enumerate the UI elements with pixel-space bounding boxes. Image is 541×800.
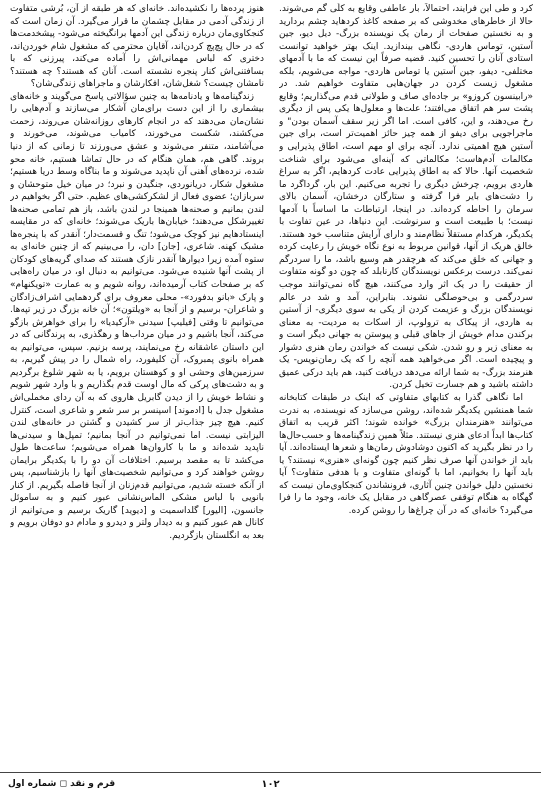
page-footer [0, 772, 541, 797]
paragraph: کرد و طی این فرایند، احتمالاً، بار عاطفی وقایع به کلّی گم می‌شوند. حالا از خاطرهای مخدوشی که بر صفحه کاغذ کردهاید چشم بردارید و به نخستین صفحات از رمان یک نویسنده بزرگ- دیل دیو، جین آستین، توماس هاردی- نگاهی بیندازید. اینک بهتر خواهید توانست استادی آنان را تحسین کنید. قضیه صرفاً این نیست که ما با آدمهای مختلفی- دیفو، جین آستین یا توماس هاردی- مواجه می‌شویم، بلکه مشغول زیست کردن در جهان‌هایی متفاوت خواهیم شد. در «رابینسون کروزو» بر جاده‌ای صاف و طولانی قدم می‌گذاریم؛ وقایع پشت سر هم اتفاق می‌افتند؛ علت‌ها و معلول‌ها یکی پس از دیگری رخ می‌دهند، و این، کافی است. اما اگر زیر سقف آسمان بودن" و ماجراجویی برای دیفو از همه چیز حائز اهمیت‌تر است، برای جین آستین هیچ اهمیتی ندارد. آنچه برای او مهم است، اطاق پذیرایی و مکالمات آدم‌هاست؛ مکالماتی که آینه‌ای می‌شود برای شناخت شخصیت آنها. حالا که به اطاق پذیرایی عادت کردهایم، اگر به سراغ هاردی برویم، چرخش دیگری را تجربه می‌کنیم. این بار، گرداگرد ما را دشت‌های بایر فرا گرفته و ستارگان درخشان، آسمان بالای سرمان را احاطه کرده‌اند. در اینجا، ارتباطات ما اساساً با آدمها نیست؛ با طبیعت است و سرنوشت. این دنیاها، در عین تفاوت با یکدیگر، هرکدام مستقلاً نظام‌مند و دارای آرایش متناسب خود هستند. خالق هریک از آنها، قوانین مربوط به نوع نگاه خویش را رعایت کرده و جهانی که خلق می‌کند که هرچقدر هم وسیع باشد، ما را سردرگم نمی‌کند. درست برعکس نویسندگان کارنابلد که چون دو گونه متفاوت از حقیقت را در یک اثر وارد می‌کنند، هیچ گاه نمی‌توانند موجب سردرگمی و بی‌حوصلگی نشوند. بنابراین، آمد و شد در عالم نویسندگان بزرگ و عزیمت کردن از یکی به سوی دیگری- از آستین به هاردی، از پیکاک به ترولوپ، از اسکات به مردیت- به معنای برکندن مدام خویش از جاهای قبلی و پیوستن به جهانی دیگر است و به معنای زیر و رو شدن. شکی نیست که خواندن رمان هنری دشوار و پیچیده است. اگر می‌خواهید همه آنچه را که یک رمان‌نویس- یک هنرمند بزرگ- به شما ارائه می‌دهد دریافت کنید، هم باید درکی عمیق داشته باشید و هم جسارت تخیل کردن. [279, 4, 533, 391]
page-number: ۱۰۲ [261, 779, 280, 790]
paragraph: هنوز پرده‌ها را نکشیده‌اند. خانه‌ای که هر طبقه از آن، بُرشی متفاوت از زندگی آدمی در مقابل چشمان ما قرار می‌گیرد. آن زمان است که کنجکاوی‌مان درباره زندگی این آدمها برانگیخته می‌شود- پیشخدمت‌ها که در حال پچ‌پچ کردن‌اند، آقایان محترمی که مشغول شام خوردن‌اند، دختری که لباس مهمانی‌اش را آماده می‌کند، پیرزنی که با بسافتنی‌اش کنار پنجره نشسته است. آنان که هستند؟ چه هستند؟ نامشان چیست؟ شغل‌شان، افکارشان و ماجراهای زندگی‌شان؟ [10, 4, 264, 90]
paragraph: زندگینامه‌ها و یادنامه‌ها به چنین سؤالاتی پاسخ می‌گویند و خانه‌های بیشماری را از این دست برای‌مان آشکار می‌سازند و آدم‌هایی را نشان‌مان می‌دهند که در انجام کارهای روزانه‌شان می‌روند، زحمت می‌کشند، شکست می‌خورند، کامیاب می‌شوند، می‌خورند و می‌آشامند، متنفر می‌شوند و عشق می‌ورزند تا زمانی که از دنیا بروند. گاهی هم، همان هنگام که در حال تماشا هستیم، خانه محو شده، نرده‌های آهنی آن ناپدید می‌شوند و ما بناگاه وسط دریا هستیم؛ مشغول شکار، دریانوردی، جنگیدن و نبرد؛ در میان خیل متوحشان و سربازان؛ عضوی فعال از لشکرکشی‌های عظیم. حتی اگر بخواهیم در لندن بمانیم و صحنه‌ها همینجا در لندن باشد، باز هم تمامی صحنه‌ها تغییرشکل می‌دهند؛ خیابان‌ها باریک می‌شوند؛ خانه‌ای که در مقایسه اینستادهایم نیز کوچک می‌شود؛ تنگ و قسمت‌دار؛ آنقدر که با پنجره‌ها مشبک کهنه. شاعری، [جان] دان، را می‌بینیم که از چنین خانه‌ای به ستوه آمده زیرا دیوارها آنقدر نازک هستند که صدای گریه‌های کودکان از پشت آنها شنیده می‌شود. می‌توانیم به دنبال او، در میان راه‌هایی که بر صفحات کتاب آرمیده‌اند، روانه شویم و به عمارت «تویکنهام» و پارک «بانو بدفورد»- محلی معروف برای گردهمایی اشراف‌زادگان و شاعران- برسیم و از آنجا به «ویلتون»؛ آن خانه بزرگ در زیر تپه‌ها. می‌توانیم تا وقتی [فیلیپ] سیدنی «آرکیدیا» را برای خواهرش بازگو می‌کند، آنجا باشیم و در میان مرداب‌ها و رهگذری، به پرندگانی که در این داستان عاشقانه رخ می‌نمایند، پرسه بزنیم. سپس، می‌توانیم به همراه بانوی پمبروک، آن کلیفورد، راه شمال را در پیش گیریم، به سرزمین‌های وحشی او و کوهستان برویم، یا به شهر شلوغ برگردیم و به دشت‌های پرکی که مال اوست قدم بگذاریم و با وارد شهر شویم و نشاط خویش را از دیدن گابریل هاروی که به آن ردای مخملی‌اش مشغول جدل با [ادموند] اسپنسر بر سر شعر و شاعری است، کنترل کنیم. هیچ چیز جذاب‌تر از سر کشیدن و گشتن در خانه‌های لندن الیزابتی نیست. اما نمی‌توانیم در آنجا بمانیم؛ تمپل‌ها و سیدنی‌ها ناپدید شده‌اند و ما با کاروان‌ها همراه می‌شویم؛ ساعت‌ها طول می‌کشد تا به مقصد برسیم. اختلافات آن دو را با یکدیگر برایمان روشن خواهند کرد و می‌توانیم شخصیت‌های آنها را بازشناسیم، پس از آنکه خسته شدیم، می‌توانیم قدم‌زنان از آنجا فاصله بگیریم. از کنار بانویی با لباس مشکی الماس‌نشانی عبور کنیم و به ساموئل جانسون، [الیور] گلداسمیت و [دیوید] گاریک برسیم و می‌توانیم از کانال هم عبور کنیم و به دیدار ولتر و دیدرو و مادام دو دوفان برویم و بعد به انگلستان بازگردیم. [10, 91, 264, 541]
text-column-left [10, 3, 264, 771]
text-column-right [279, 3, 533, 771]
journal-label: قرم و نقد ◻ شماره اول [8, 779, 116, 789]
paragraph: اما نگاهی گذرا به کتابهای متفاوتی که اینک در طبقات کتابخانه شما همنشین یکدیگر شده‌اند، روشن می‌سازد که نویسنده، به ندرت می‌توانند «هنرمندان بزرگ» خوانده شوند؛ اکثر قریب به اتفاق کتاب‌ها ابداً ادعای هنری نیستند. مثلاً همین زندگینامه‌ها و حسب‌حال‌ها را در نظر بگیرید که اکنون دوشادوش رمان‌ها و شعرها ایستاده‌اند. آیا باید از خواندن آنها صرف نظر کنیم چون گونه‌ای «هنری» نیستند؟ یا باید آنها را بخوانیم، اما با گونه‌ای متفاوت و با هدفی متفاوت؟ آیا نخستین دلیل خواندن چنین آثاری، فرونشاندن کنجکاوی‌مان نیست که گهگاه به هنگام توقفی عصرگاهی در مقابل یک خانه، وجود ما را فرا می‌گیرد؟ خانه‌ای که در آن چراغ‌ها را روشن کرده. [279, 392, 533, 516]
